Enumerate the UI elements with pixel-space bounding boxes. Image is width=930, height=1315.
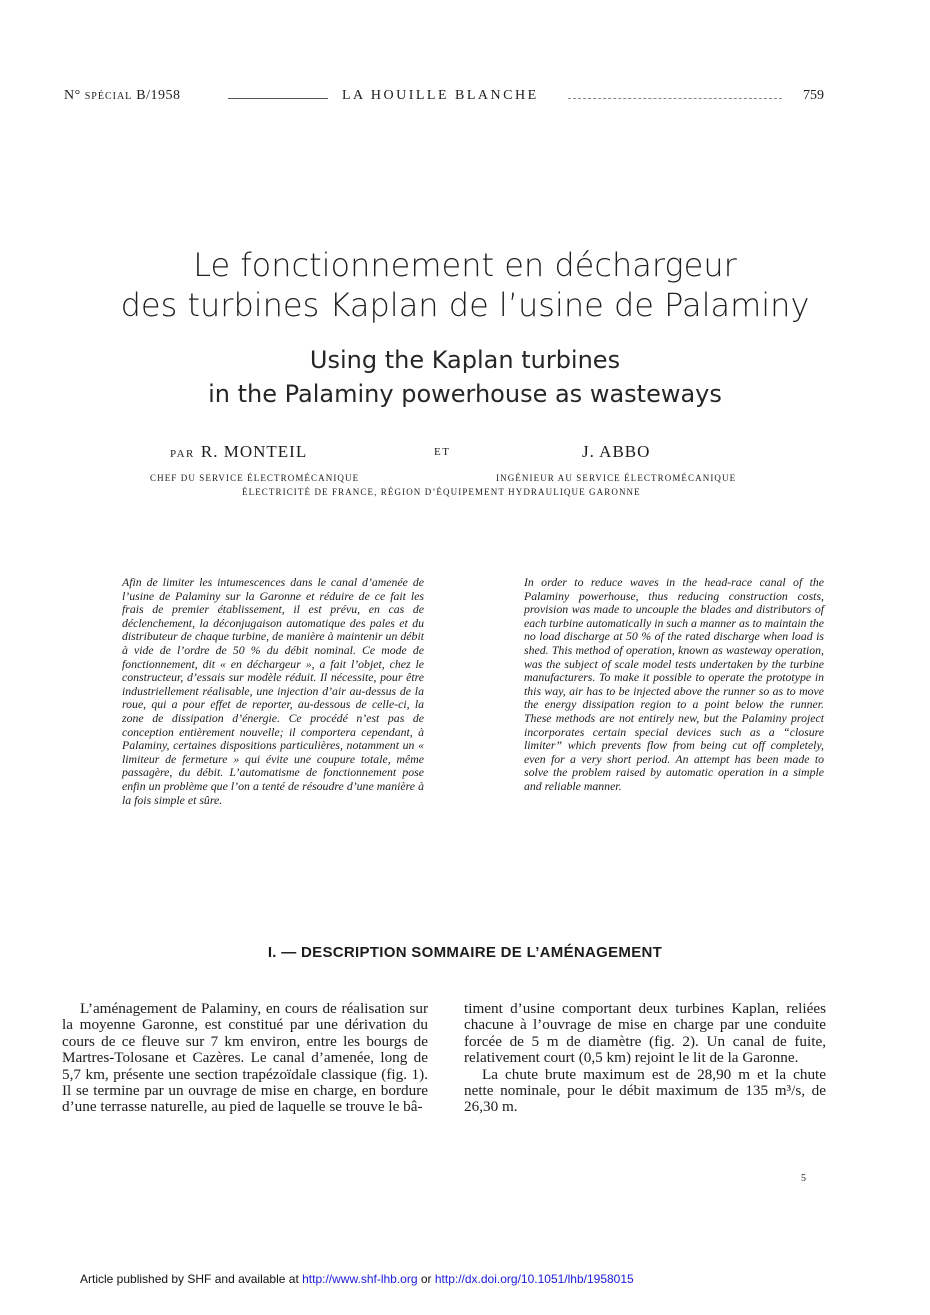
header-rule-right xyxy=(568,98,782,99)
section-heading: I. — DESCRIPTION SOMMAIRE DE L’AMÉNAGEMENT xyxy=(267,944,663,961)
doi-link[interactable]: http://dx.doi.org/10.1051/lhb/1958015 xyxy=(434,1272,634,1286)
title-french-line-2: des turbines Kaplan de l’usine de Palaminy xyxy=(120,286,810,324)
affiliation-author-1: CHEF DU SERVICE ÉLECTROMÉCANIQUE xyxy=(150,473,360,483)
footer-or-text: or xyxy=(417,1272,435,1286)
footer-text: Article published by SHF and available at xyxy=(80,1272,303,1286)
title-french-line-1: Le fonctionnement en déchargeur xyxy=(193,246,737,284)
shf-link[interactable]: http://www.shf-lhb.org xyxy=(302,1272,418,1286)
author-1-name: R. MONTEIL xyxy=(200,442,308,461)
body-paragraph: timent d’usine comportant deux turbines Kaplan, reliées chacune à l’ouvrage de mise en charge par une conduite forcée de 5 m de diamètre (fig. 2). Un canal de fuite, relativement court (0,5 km) rejoint le lit de la Garonne. xyxy=(464,1000,826,1067)
header-rule-left xyxy=(228,98,328,99)
title-english-line-1: Using the Kaplan turbines xyxy=(309,346,621,374)
body-paragraph: La chute brute maximum est de 28,90 m et la chute nette nominale, pour le débit maximum de 135 m³/s, de 26,30 m. xyxy=(464,1065,826,1116)
issue-number: B/1958 xyxy=(136,88,181,103)
author-1-line xyxy=(170,442,307,462)
issue-label xyxy=(64,88,181,104)
issue-prefix: N° xyxy=(64,88,81,103)
journal-page-number: 759 xyxy=(803,88,824,103)
page-number: 5 xyxy=(801,1173,806,1184)
body-paragraph: L’aménagement de Palaminy, en cours de réalisation sur la moyenne Garonne, est constitué par une dérivation du cours de ce fleuve sur 7 km environ, entre les bourgs de Martres-Tolosane et Cazères. Le canal d’amenée, long de 5,7 km, présente une section trapézoïdale classique (fig. 1). Il se termine par un ouvrage de mise en charge, en bordure d’une terrasse naturelle, au pied de laquelle se trouve le bâ- xyxy=(62,1000,428,1116)
title-english-line-2: in the Palaminy powerhouse as wasteways xyxy=(208,380,722,408)
affiliation-author-2: INGÉNIEUR AU SERVICE ÉLECTROMÉCANIQUE xyxy=(496,473,737,483)
publication-footer xyxy=(80,1272,634,1286)
journal-name: LA HOUILLE BLANCHE xyxy=(342,88,539,103)
et-label: ET xyxy=(434,446,451,458)
par-label: PAR xyxy=(170,448,195,460)
body-column-right xyxy=(464,1001,826,1116)
abstract-french: Afin de limiter les intumescences dans le canal d’amenée de l’usine de Palaminy sur la Garonne et réduire de ce fait les frais de premier établissement, il est prévu, en cas de déclenchement, la déconjugaison automatique des pales et du distributeur de chaque turbine, de manière à maintenir un débit à vide de l’ordre de 50 % du débit nominal. Ce mode de fonctionnement, dit « en déchargeur », a fait l’objet, chez le constructeur, d’essais sur modèle réduit. Il nécessite, pour être industriellement réalisable, une injection d’air au-dessus de la roue, qui a pour effet de reporter, au-dessous de celle-ci, la zone de dissipation d’énergie. Ce procédé n’est pas de conception entièrement nouvelle; il comportera cependant, à Palaminy, certaines dispositions particulières, notamment un « limiteur de fermeture » qui évite une coupure totale, même passagère, du débit. L’automatisme de fonctionnement pose enfin un problème que l’on a tenté de résoudre d’une manière à la fois simple et sûre. xyxy=(122,575,424,807)
affiliation-organisation: ÉLECTRICITÉ DE FRANCE, RÉGION D’ÉQUIPEMENT HYDRAULIQUE GARONNE xyxy=(242,487,641,497)
issue-special: SPÉCIAL xyxy=(84,91,133,102)
author-2-name: J. ABBO xyxy=(582,442,651,461)
abstract-english: In order to reduce waves in the head-race canal of the Palaminy powerhouse, thus reducing construction costs, provision was made to uncouple the blades and distributors of each turbine automatically in such a manner as to maintain the no load discharge at 50 % of the rated discharge when load is shed. This method of operation, known as wasteway operation, was the subject of scale model tests undertaken by the turbine manufacturers. To make it possible to operate the prototype in this way, air has to be injected above the runner so as to move the energy dissipation region to a point below the runner. These methods are not entirely new, but the Palaminy project incorporates certain special devices such as a “closure limiter” which prevents flow from being cut off completely, even for a very short period. An attempt has been made to solve the problem raised by automatic operation in a simple and reliable manner. xyxy=(524,575,824,793)
body-column-left xyxy=(62,1001,428,1116)
